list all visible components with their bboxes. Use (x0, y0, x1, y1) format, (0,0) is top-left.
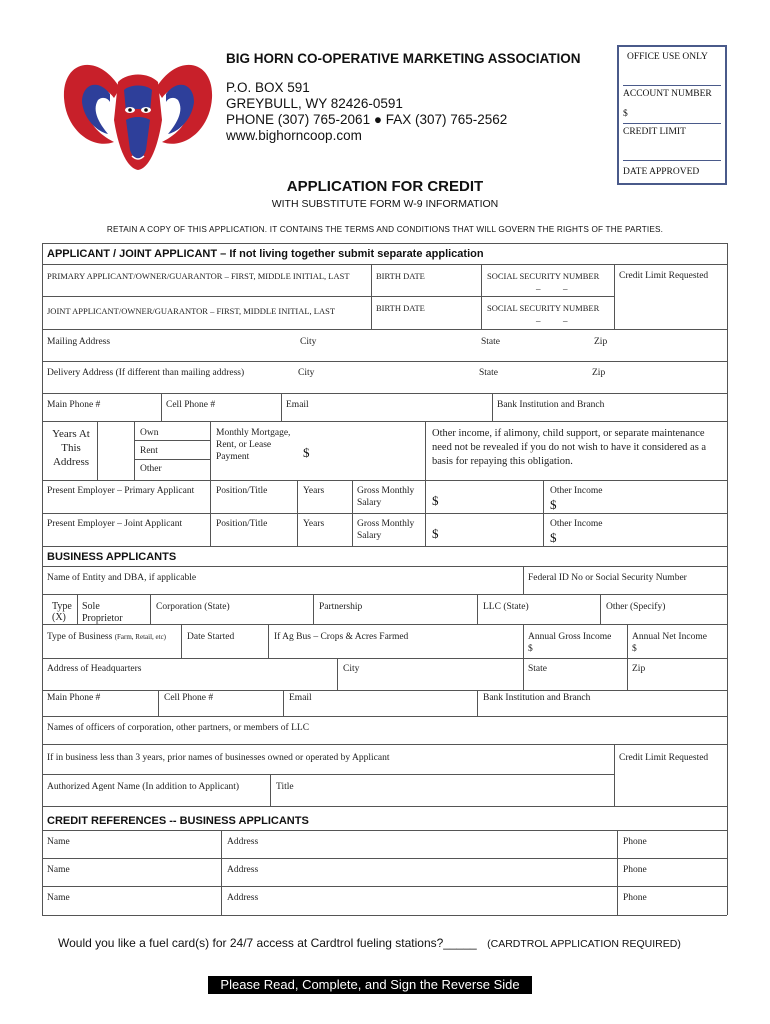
org-city-line: GREYBULL, WY 82426-0591 (226, 96, 403, 111)
business-heading: BUSINESS APPLICANTS (47, 551, 177, 563)
sole-proprietor-option[interactable]: Sole Proprietor (82, 601, 123, 624)
hq-address-label[interactable]: Address of Headquarters (47, 664, 142, 674)
reference-name-label[interactable]: Name (47, 865, 70, 875)
prior-business-label[interactable]: If in business less than 3 years, prior names of businesses owned or operated by Applicant (47, 753, 390, 763)
entity-name-label[interactable]: Name of Entity and DBA, if applicable (47, 573, 197, 583)
ram-logo (58, 50, 218, 172)
business-credit-limit-label[interactable]: Credit Limit Requested (619, 753, 709, 763)
years-at-address-label[interactable]: Years At This Address (52, 428, 90, 468)
email-label[interactable]: Email (286, 400, 309, 410)
business-main-phone-label[interactable]: Main Phone # (47, 693, 101, 703)
mailing-zip-label[interactable]: Zip (594, 337, 608, 347)
employer-primary-label[interactable]: Present Employer – Primary Applicant (47, 486, 195, 496)
mailing-state-label[interactable]: State (481, 337, 500, 347)
account-number-label: ACCOUNT NUMBER (623, 89, 712, 99)
hq-zip-label[interactable]: Zip (632, 664, 646, 674)
org-po-box: P.O. BOX 591 (226, 80, 310, 95)
agent-name-label[interactable]: Authorized Agent Name (In addition to Applicant) (47, 782, 240, 792)
type-label: Type (52, 601, 72, 612)
position-title-joint-label[interactable]: Position/Title (216, 519, 268, 529)
agent-title-label[interactable]: Title (276, 782, 294, 792)
reference-address-label[interactable]: Address (227, 865, 259, 875)
date-approved-label: DATE APPROVED (623, 167, 700, 177)
mailing-address-label[interactable]: Mailing Address (47, 337, 111, 347)
years-joint-label[interactable]: Years (303, 519, 325, 529)
monthly-payment-dollar: $ (303, 445, 310, 460)
other-income-note: Other income, if alimony, child support, or separate maintenance need not be revealed if you do not wish to have it considered as a basis for repaying this obligation. (432, 428, 707, 467)
monthly-payment-label[interactable]: Monthly Mortgage, Rent, or Lease Payment (216, 428, 291, 462)
primary-applicant-label[interactable]: PRIMARY APPLICANT/OWNER/GUARANTOR – FIRST, MIDDLE INITIAL, LAST (47, 271, 350, 281)
credit-limit-requested-label[interactable]: Credit Limit Requested (619, 271, 709, 281)
main-phone-label[interactable]: Main Phone # (47, 400, 101, 410)
date-started-label[interactable]: Date Started (187, 632, 235, 642)
reference-phone-label[interactable]: Phone (623, 837, 647, 847)
business-email-label[interactable]: Email (289, 693, 312, 703)
mailing-city-label[interactable]: City (300, 337, 317, 347)
reference-address-label[interactable]: Address (227, 837, 259, 847)
salary-joint-label[interactable]: Gross Monthly Salary (357, 519, 415, 541)
annual-gross-dollar: $ (528, 644, 533, 654)
credit-limit-dollar: $ (623, 109, 628, 119)
primary-ssn-label[interactable]: SOCIAL SECURITY NUMBER (487, 271, 600, 281)
other-income-primary-label[interactable]: Other Income (550, 486, 603, 496)
employer-joint-label[interactable]: Present Employer – Joint Applicant (47, 519, 183, 529)
office-use-box (617, 45, 727, 185)
references-heading: CREDIT REFERENCES -- BUSINESS APPLICANTS (47, 815, 309, 827)
other-income-primary-dollar: $ (550, 497, 557, 512)
ag-bus-label[interactable]: If Ag Bus – Crops & Acres Farmed (274, 632, 409, 642)
reference-name-label[interactable]: Name (47, 837, 70, 847)
joint-birth-date-label[interactable]: BIRTH DATE (376, 303, 425, 313)
hq-city-label[interactable]: City (343, 664, 360, 674)
other-income-joint-dollar: $ (550, 530, 557, 545)
credit-limit-label: CREDIT LIMIT (623, 127, 686, 137)
delivery-zip-label[interactable]: Zip (592, 368, 606, 378)
reference-phone-label[interactable]: Phone (623, 893, 647, 903)
joint-ssn-label[interactable]: SOCIAL SECURITY NUMBER (487, 303, 600, 313)
office-use-title: OFFICE USE ONLY (627, 52, 708, 62)
form-notice: RETAIN A COPY OF THIS APPLICATION. IT CONTAINS THE TERMS AND CONDITIONS THAT WILL GOVERN THE RIGHTS OF THE PARTIES. (106, 225, 664, 234)
reverse-side-banner: Please Read, Complete, and Sign the Reverse Side (208, 976, 532, 994)
salary-primary-label[interactable]: Gross Monthly Salary (357, 486, 415, 508)
position-title-primary-label[interactable]: Position/Title (216, 486, 268, 496)
annual-net-dollar: $ (632, 644, 637, 654)
fuel-card-question[interactable] (58, 934, 681, 952)
org-name: BIG HORN CO-OPERATIVE MARKETING ASSOCIATION (226, 51, 581, 66)
annual-net-label[interactable]: Annual Net Income (632, 632, 707, 642)
hq-state-label[interactable]: State (528, 664, 547, 674)
delivery-city-label[interactable]: City (298, 368, 315, 378)
partnership-option[interactable]: Partnership (319, 602, 363, 612)
business-cell-phone-label[interactable]: Cell Phone # (164, 693, 214, 703)
federal-id-label[interactable]: Federal ID No or Social Security Number (528, 573, 687, 583)
delivery-address-label[interactable]: Delivery Address (If different than mailing address) (47, 368, 245, 378)
rent-option[interactable]: Rent (140, 446, 158, 456)
salary-joint-dollar: $ (432, 526, 439, 541)
annual-gross-label[interactable]: Annual Gross Income (528, 632, 612, 642)
other-specify-option[interactable]: Other (Specify) (606, 602, 666, 612)
org-website: www.bighorncoop.com (226, 128, 362, 143)
reference-name-label[interactable]: Name (47, 893, 70, 903)
delivery-state-label[interactable]: State (479, 368, 498, 378)
type-of-business-text: Type of Business (47, 632, 113, 642)
org-phone-line: PHONE (307) 765-2061 ● FAX (307) 765-2562 (226, 112, 508, 127)
officers-label[interactable]: Names of officers of corporation, other partners, or members of LLC (47, 723, 310, 733)
bank-label[interactable]: Bank Institution and Branch (497, 400, 605, 410)
other-option[interactable]: Other (140, 464, 162, 474)
cardtrol-note: (CARDTROL APPLICATION REQUIRED) (487, 938, 681, 950)
reference-phone-label[interactable]: Phone (623, 865, 647, 875)
form-subtitle: WITH SUBSTITUTE FORM W-9 INFORMATION (271, 198, 499, 210)
corporation-option[interactable]: Corporation (State) (156, 602, 230, 612)
primary-ssn-dashes: – – (536, 284, 568, 294)
business-bank-label[interactable]: Bank Institution and Branch (483, 693, 591, 703)
joint-applicant-label[interactable]: JOINT APPLICANT/OWNER/GUARANTOR – FIRST, MIDDLE INITIAL, LAST (47, 306, 336, 316)
llc-option[interactable]: LLC (State) (483, 602, 529, 612)
reference-address-label[interactable]: Address (227, 893, 259, 903)
years-primary-label[interactable]: Years (303, 486, 325, 496)
type-mark-label: (X) (52, 612, 66, 623)
form-title: APPLICATION FOR CREDIT (286, 178, 484, 195)
type-of-business-hint: (Farm, Retail, etc) (114, 633, 167, 641)
joint-ssn-dashes: – – (536, 316, 568, 326)
salary-primary-dollar: $ (432, 493, 439, 508)
fuel-card-question-text: Would you like a fuel card(s) for 24/7 access at Cardtrol fueling stations?_____ (58, 936, 477, 950)
cell-phone-label[interactable]: Cell Phone # (166, 400, 216, 410)
type-of-business-label[interactable] (47, 631, 166, 643)
own-option[interactable]: Own (140, 428, 159, 438)
other-income-joint-label[interactable]: Other Income (550, 519, 603, 529)
primary-birth-date-label[interactable]: BIRTH DATE (376, 271, 425, 281)
applicant-heading: APPLICANT / JOINT APPLICANT – If not living together submit separate application (47, 248, 484, 260)
